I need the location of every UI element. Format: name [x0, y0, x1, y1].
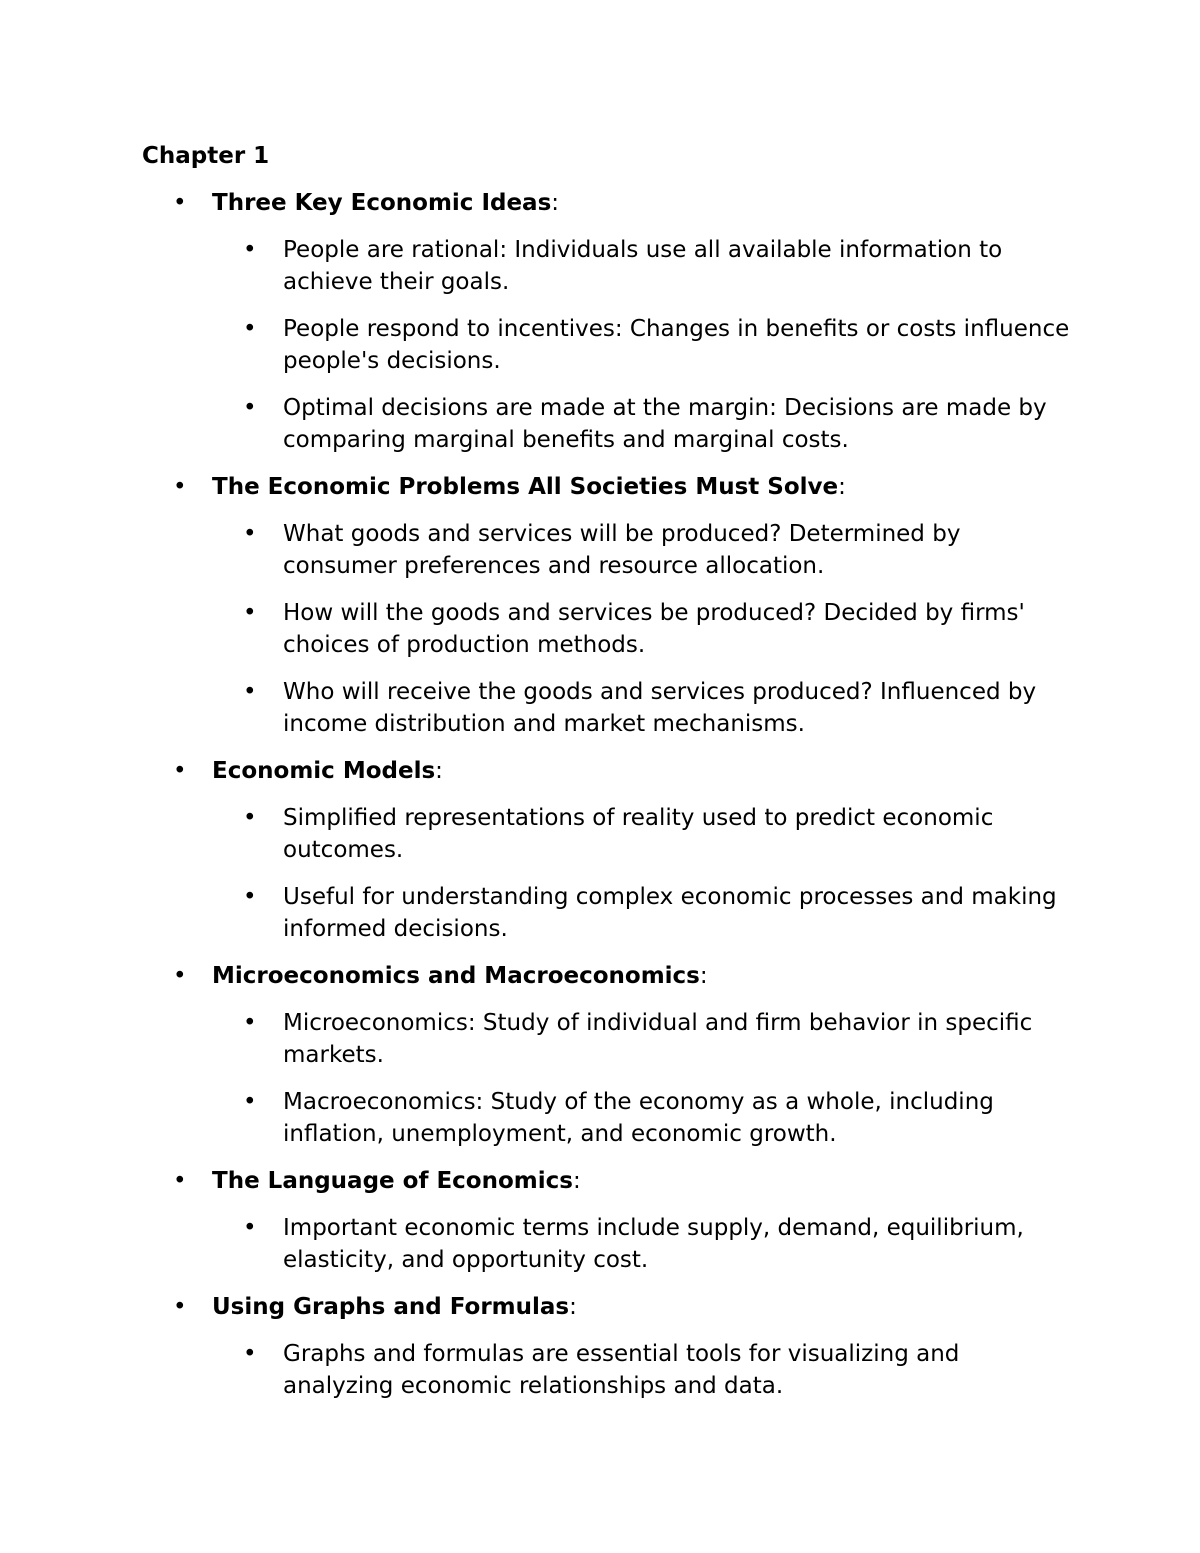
list-item [212, 1338, 1073, 1402]
item-text: Useful for understanding complex economic processes and making informed decisions. [283, 884, 1057, 942]
section-suffix: : [838, 474, 846, 500]
section-suffix: : [435, 758, 443, 784]
bullet-icon: • [243, 1089, 257, 1115]
bullet-icon: • [173, 758, 187, 784]
section [142, 960, 1082, 1150]
section-heading [173, 1165, 1082, 1197]
list-item [212, 1007, 1073, 1071]
section-title: Economic Models [212, 758, 436, 784]
item-list [212, 1338, 1082, 1402]
bullet-icon: • [173, 474, 187, 500]
item-list [212, 1212, 1082, 1276]
bullet-icon: • [173, 1294, 187, 1320]
section [142, 755, 1082, 945]
section-title: The Language of Economics [212, 1168, 573, 1194]
item-text: Microeconomics: Study of individual and firm behavior in specific markets. [283, 1010, 1033, 1068]
list-item [212, 802, 1073, 866]
bullet-icon: • [243, 237, 257, 263]
section-title: Microeconomics and Macroeconomics [212, 963, 700, 989]
section-heading [173, 960, 1082, 992]
bullet-icon: • [243, 521, 257, 547]
item-text: How will the goods and services be produced? Decided by firms' choices of production methods. [283, 600, 1025, 658]
item-text: Macroeconomics: Study of the economy as a whole, including inflation, unemployment, and economic growth. [283, 1089, 994, 1147]
list-item [212, 1212, 1073, 1276]
bullet-icon: • [243, 679, 257, 705]
section-suffix: : [699, 963, 708, 989]
section-suffix: : [551, 190, 560, 216]
bullet-icon: • [243, 884, 257, 910]
list-item [212, 676, 1073, 740]
bullet-icon: • [173, 1168, 187, 1194]
section-heading [173, 471, 1082, 503]
section-heading [173, 187, 1082, 219]
item-text: Important economic terms include supply, demand, equilibrium, elasticity, and opportunity cost. [283, 1215, 1024, 1273]
item-text: Who will receive the goods and services produced? Influenced by income distribution and market mechanisms. [283, 679, 1037, 737]
bullet-icon: • [243, 316, 257, 342]
bullet-icon: • [243, 1341, 257, 1367]
item-text: People respond to incentives: Changes in benefits or costs influence people's decisions. [283, 316, 1070, 374]
item-text: What goods and services will be produced? Determined by consumer preferences and resource allocation. [283, 521, 961, 579]
bullet-icon: • [243, 1010, 257, 1036]
section-title: The Economic Problems All Societies Must Solve [212, 474, 839, 500]
item-list [212, 234, 1082, 456]
section-list [142, 187, 1082, 1417]
section-title: Three Key Economic Ideas [212, 190, 552, 216]
list-item [212, 1086, 1073, 1150]
item-text: Graphs and formulas are essential tools for visualizing and analyzing economic relationships and data. [283, 1341, 960, 1399]
bullet-icon: • [243, 805, 257, 831]
item-list [212, 802, 1082, 945]
section-title: Using Graphs and Formulas [212, 1294, 570, 1320]
bullet-icon: • [173, 963, 187, 989]
item-text: People are rational: Individuals use all available information to achieve their goals. [283, 237, 1003, 295]
page-title: Chapter 1 [142, 143, 270, 169]
bullet-icon: • [243, 1215, 257, 1241]
list-item [212, 881, 1073, 945]
bullet-icon: • [173, 190, 187, 216]
section-heading [173, 1291, 1082, 1323]
list-item [212, 313, 1073, 377]
bullet-icon: • [243, 395, 257, 421]
list-item [212, 392, 1073, 456]
section [142, 187, 1082, 456]
item-list [212, 518, 1082, 740]
section-heading [173, 755, 1082, 787]
item-text: Optimal decisions are made at the margin: Decisions are made by comparing marginal benefits and marginal costs. [283, 395, 1047, 453]
list-item [212, 234, 1073, 298]
section [142, 1165, 1082, 1276]
section-suffix: : [572, 1168, 581, 1194]
item-list [212, 1007, 1082, 1150]
section-suffix: : [569, 1294, 577, 1320]
section [142, 471, 1082, 740]
section [142, 1291, 1082, 1402]
bullet-icon: • [243, 600, 257, 626]
list-item [212, 597, 1073, 661]
list-item [212, 518, 1073, 582]
item-text: Simplified representations of reality used to predict economic outcomes. [283, 805, 994, 863]
